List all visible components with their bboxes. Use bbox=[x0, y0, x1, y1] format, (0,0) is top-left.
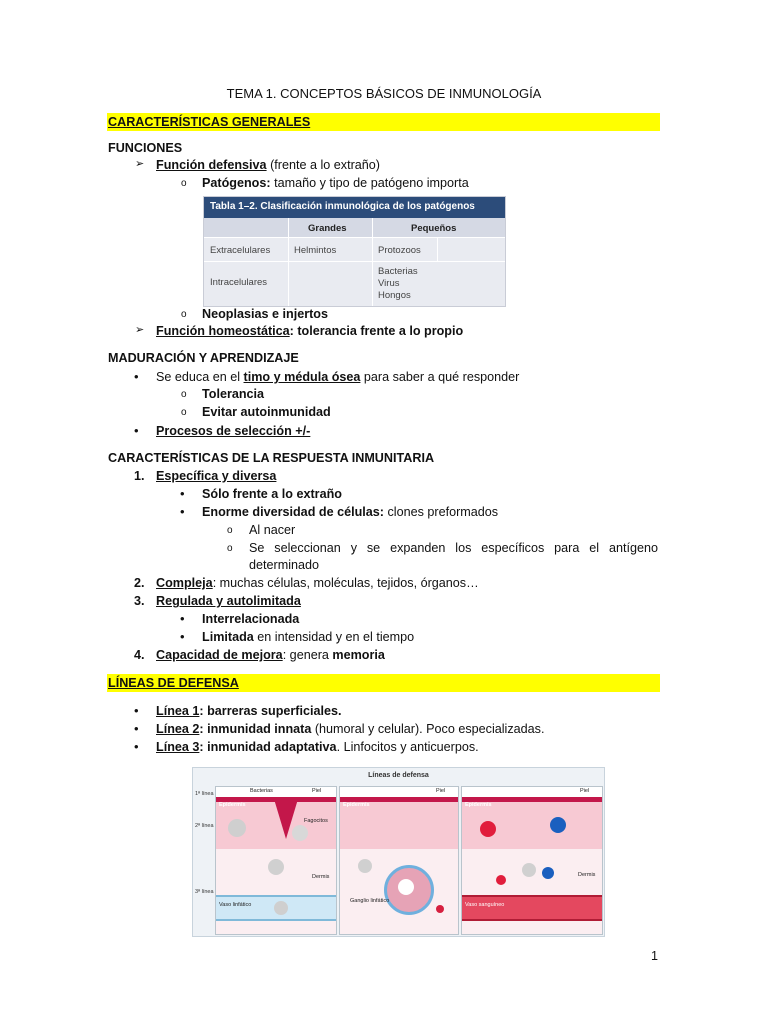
label-fagocitos: Fagocitos bbox=[304, 818, 328, 824]
lymphocyte-cell bbox=[496, 875, 506, 885]
linea-2: Línea 2: inmunidad innata (humoral y celular). Poco especializadas. bbox=[156, 722, 545, 736]
table-col-pequenos: Pequeños bbox=[411, 223, 457, 234]
figure-panel-2 bbox=[339, 786, 459, 935]
wound-icon bbox=[274, 799, 298, 839]
bullet-icon: • bbox=[134, 423, 139, 438]
patogenos-item: Patógenos: tamaño y tipo de patógeno importa bbox=[202, 176, 469, 190]
bullet-icon: • bbox=[134, 721, 139, 736]
label-epidermis: Epidermis bbox=[343, 802, 370, 808]
circle-bullet-icon: o bbox=[181, 309, 187, 320]
figure-panel-3 bbox=[461, 786, 603, 935]
dendritic-cell bbox=[268, 859, 284, 875]
bullet-icon: • bbox=[134, 369, 139, 384]
bullet-icon: • bbox=[180, 629, 185, 644]
item-al-nacer: Al nacer bbox=[249, 523, 296, 537]
dendritic-cell bbox=[358, 859, 372, 873]
lymphocyte-cell bbox=[436, 905, 444, 913]
table-cell-hongos: Hongos bbox=[378, 290, 411, 301]
item-interrelacionada: Interrelacionada bbox=[202, 612, 300, 626]
item-seleccionan-cont: determinado bbox=[249, 558, 320, 572]
bullet-icon: • bbox=[134, 703, 139, 718]
page-title: TEMA 1. CONCEPTOS BÁSICOS DE INMUNOLOGÍA bbox=[226, 86, 542, 101]
label-bacterias: Bacterias bbox=[250, 788, 273, 794]
bullet-icon: • bbox=[180, 611, 185, 626]
label-piel: Piel bbox=[312, 788, 322, 794]
lymphocyte-cell bbox=[542, 867, 554, 879]
bullet-icon: • bbox=[180, 486, 185, 501]
label-vaso-linfatico: Vaso linfático bbox=[219, 902, 252, 908]
list-number: 1. bbox=[134, 469, 145, 483]
list-number: 2. bbox=[134, 576, 145, 590]
table-cell-helmintos: Helmintos bbox=[294, 245, 337, 256]
label-ganglio: Ganglio linfático bbox=[350, 898, 390, 904]
section-heading-lineas: LÍNEAS DE DEFENSA bbox=[107, 674, 660, 692]
linea-1: Línea 1: barreras superficiales. bbox=[156, 704, 342, 718]
circle-bullet-icon: o bbox=[227, 543, 233, 554]
figure-title: Líneas de defensa bbox=[368, 772, 429, 779]
arrow-bullet-icon: ➢ bbox=[135, 158, 145, 170]
table-row-extracelulares: Extracelulares bbox=[210, 245, 271, 256]
circle-bullet-icon: o bbox=[227, 525, 233, 536]
figure-panel-1 bbox=[215, 786, 337, 935]
table-cell-protozoos: Protozoos bbox=[378, 245, 421, 256]
lineas-defensa-figure bbox=[192, 767, 605, 937]
item-diversidad: Enorme diversidad de células: clones preformados bbox=[202, 505, 499, 519]
table-col-grandes: Grandes bbox=[308, 223, 347, 234]
bullet-icon: • bbox=[180, 504, 185, 519]
label-vaso-sanguineo: Vaso sanguíneo bbox=[465, 902, 505, 908]
list-number: 3. bbox=[134, 594, 145, 608]
table-cell-bacterias: Bacterias bbox=[378, 266, 418, 277]
funcion-homeostatica: Función homeostática: tolerancia frente a lo propio bbox=[156, 324, 464, 338]
respuesta-heading: CARACTERÍSTICAS DE LA RESPUESTA INMUNITARIA bbox=[108, 451, 435, 465]
educa-item: Se educa en el timo y médula ósea para saber a qué responder bbox=[156, 370, 520, 384]
lymphocyte-cell bbox=[480, 821, 496, 837]
linea-3: Línea 3: inmunidad adaptativa. Linfocitos y anticuerpos. bbox=[156, 740, 479, 754]
circle-bullet-icon: o bbox=[181, 407, 187, 418]
figure-side-label-2: 2ª línea bbox=[195, 823, 214, 829]
neoplasias-item: Neoplasias e injertos bbox=[202, 307, 328, 321]
label-piel: Piel bbox=[436, 788, 446, 794]
item-limitada: Limitada en intensidad y en el tiempo bbox=[202, 630, 415, 644]
phagocyte-cell bbox=[228, 819, 246, 837]
item-compleja: Compleja: muchas células, moléculas, tejidos, órganos… bbox=[156, 576, 479, 590]
maduracion-heading: MADURACIÓN Y APRENDIZAJE bbox=[108, 351, 299, 365]
figure-side-label-1: 1ª línea bbox=[195, 791, 214, 797]
dendritic-cell bbox=[274, 901, 288, 915]
label-dermis: Dermis bbox=[312, 874, 330, 880]
figure-side-label-3: 3ª línea bbox=[195, 889, 214, 895]
item-capacidad: Capacidad de mejora: genera memoria bbox=[156, 648, 385, 662]
lymphocyte-cell bbox=[550, 817, 566, 833]
autoinmunidad-item: Evitar autoinmunidad bbox=[202, 405, 331, 419]
circle-bullet-icon: o bbox=[181, 178, 187, 189]
label-piel: Piel bbox=[580, 788, 590, 794]
label-epidermis: Epidermis bbox=[219, 802, 246, 808]
table-caption: Tabla 1–2. Clasificación inmunológica de los patógenos bbox=[210, 201, 475, 212]
circle-bullet-icon: o bbox=[181, 389, 187, 400]
table-caption-bar bbox=[204, 197, 505, 218]
table-row-intracelulares: Intracelulares bbox=[210, 277, 268, 288]
funciones-heading: FUNCIONES bbox=[108, 141, 183, 155]
item-solo-extrano: Sólo frente a lo extraño bbox=[202, 487, 342, 501]
funcion-defensiva: Función defensiva (frente a lo extraño) bbox=[156, 158, 380, 172]
pathogen-table bbox=[203, 196, 506, 307]
procesos-item: Procesos de selección +/- bbox=[156, 424, 311, 438]
arrow-bullet-icon: ➢ bbox=[135, 324, 145, 336]
label-dermis: Dermis bbox=[578, 872, 596, 878]
bullet-icon: • bbox=[134, 739, 139, 754]
table-cell-virus: Virus bbox=[378, 278, 400, 289]
section-heading-general: CARACTERÍSTICAS GENERALES bbox=[107, 113, 660, 131]
list-number: 4. bbox=[134, 648, 145, 662]
item-especifica: Específica y diversa bbox=[156, 469, 277, 483]
item-regulada: Regulada y autolimitada bbox=[156, 594, 301, 608]
label-epidermis: Epidermis bbox=[465, 802, 492, 808]
page-number: 1 bbox=[651, 949, 659, 963]
dendritic-cell bbox=[522, 863, 536, 877]
tolerancia-item: Tolerancia bbox=[202, 387, 265, 401]
item-seleccionan: Se seleccionan y se expanden los específicos para el antígeno bbox=[249, 541, 658, 555]
